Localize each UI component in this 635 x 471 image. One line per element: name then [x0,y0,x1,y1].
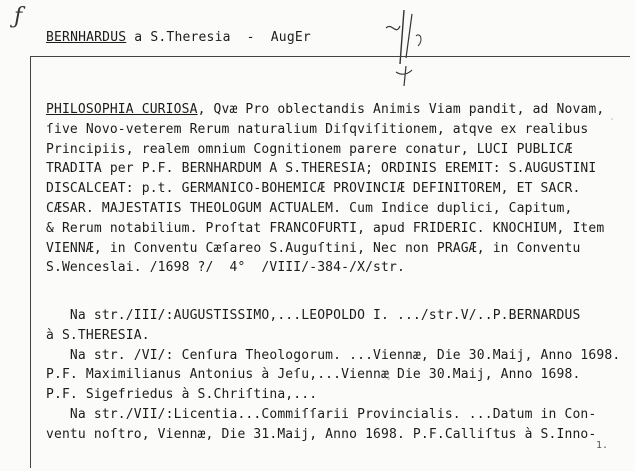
corner-mark: ƒ [14,4,23,29]
bibliographic-description [46,100,630,278]
note-line: à S.THERESIA. [46,327,150,343]
description-line: CÆSAR. MAJESTATIS THEOLOGUM ACTUALEM. Cum Indice duplici, Capitum, [46,200,573,216]
description-line: Principiis, realem omnium Cognitionem parere conatur, LUCI PUBLICÆ [46,141,573,157]
header-rest: a S.Theresia - AugEr [126,30,311,45]
description-line: DISCALCEAT: p.t. GERMANICO-BOHEMICÆ PROVINCIÆ DEFINITOREM, ET SACR. [46,181,581,197]
note-line: P.F. Maximilianus Antonius à Jeſu,...Viennæ Die 30.Maij, Anno 1698. [46,367,581,383]
note-line: ventu noſtro, Viennæ, Die 31.Maij, Anno 1698. P.F.Calliſtus à S.Inno- [46,426,597,442]
description-line: & Rerum notabilium. Proſtat FRANCOFURTI, apud FRIDERIC. KNOCHIUM, Item [46,220,605,236]
description-line: S.Wenceslai. /1698 ?/ 4° /VIII/-384-/X/str. [46,260,405,276]
note-line: Na str./III/:AUGUSTISSIMO,...LEOPOLDO I. .../str.V/..P.BERNARDUS [46,308,581,323]
note-line: Na str. /VI/: Cenſura Theologorum. ...Viennæ, Die 30.Maij, Anno 1698. [46,347,621,363]
ink-spot [611,118,613,120]
page-notes [46,306,630,445]
author-name: BERNHARDUS [46,30,127,45]
description-line: ſive Novo-veterem Rerum naturalium Diſqviſitionem, atqve ex realibus [46,121,589,137]
work-title: PHILOSOPHIA CURIOSA [46,102,198,117]
note-line: P.F. Sigefriedus à S.Chriſtina,... [46,387,318,403]
header-divider [30,56,630,57]
ink-spot [387,377,390,380]
page-mark: 1. [596,440,609,451]
description-line: VIENNÆ, in Conventu Cæſareo S.Auguſtini, Nec non PRAGÆ, in Conventu [46,240,581,256]
card-header [46,30,311,45]
description-line: TRADITA per P.F. BERNHARDUM A S.THERESIA; ORDINIS EREMIT: S.AUGUSTINI [46,161,597,177]
margin-rule [30,56,31,468]
handwritten-mark [376,6,436,94]
description-text: , Qvæ Pro oblectandis Animis Viam pandit, ad Novam, [197,102,605,117]
description-line [46,100,630,120]
note-line: Na str./VII/:Licentia...Commiſſarii Provincialis. ...Datum in Con- [46,406,597,422]
